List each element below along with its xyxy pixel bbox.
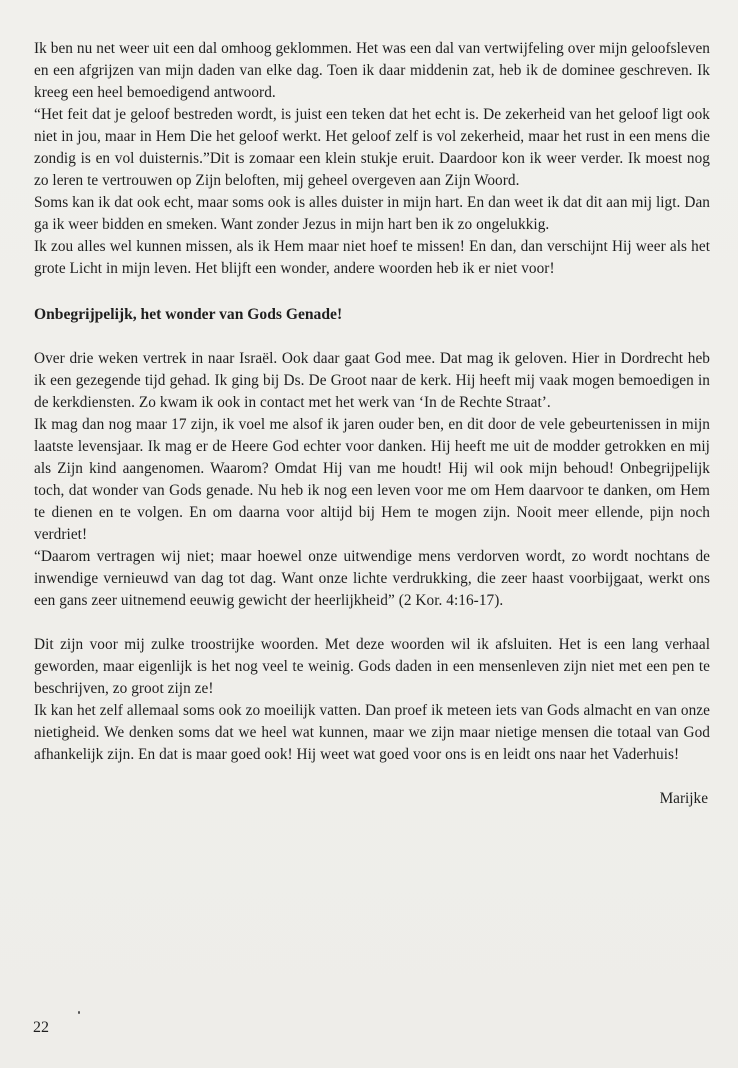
paragraph: Ik zou alles wel kunnen missen, als ik Hem maar niet hoef te missen! En dan, dan verschijnt Hij weer als het grote Licht in mijn leven. Het blijft een wonder, andere woorden heb ik er niet voor! [34, 238, 710, 277]
paragraph: Over drie weken vertrek in naar Israël. Ook daar gaat God mee. Dat mag ik geloven. Hier in Dordrecht heb ik een gezegende tijd gehad. Ik ging bij Ds. De Groot naar de kerk. Hij heeft mij vaak mogen bemoedigen in de kerkdiensten. Zo kwam ik ook in contact met het werk van ‘In de Rechte Straat’. [34, 350, 710, 411]
paragraph: Ik ben nu net weer uit een dal omhoog geklommen. Het was een dal van vertwijfeling over mijn geloofsleven en een afgrijzen van mijn daden van elke dag. Toen ik daar middenin zat, heb ik de dominee geschreven. Ik kreeg een heel bemoedigend antwoord. [34, 40, 710, 101]
paragraph: “Daarom vertragen wij niet; maar hoewel onze uitwendige mens verdorven wordt, zo wordt nochtans de inwendige vernieuwd van dag tot dag. Want onze lichte verdrukking, die zeer haast voorbijgaat, werkt ons een gans zeer uitnemend eeuwig gewicht der heerlijkheid” (2 Kor. 4:16-17). [34, 548, 710, 609]
paragraph: Ik mag dan nog maar 17 zijn, ik voel me alsof ik jaren ouder ben, en dit door de vele gebeurtenissen in mijn laatste levensjaar. Ik mag er de Heere God echter voor danken. Hij heeft me uit de modder getrokken en mij als Zijn kind aangenomen. Waarom? Omdat Hij van me houdt! Hij wil ook mijn behoud! Onbegrijpelijk toch, dat wonder van Gods genade. Nu heb ik nog een leven voor me om Hem daarvoor te danken, om Hem te dienen en te volgen. En om daarna voor altijd bij Hem te mogen zijn. Nooit meer ellende, pijn noch verdriet! [34, 416, 710, 543]
page-number: 22 [33, 1019, 49, 1036]
paragraph: “Het feit dat je geloof bestreden wordt, is juist een teken dat het echt is. De zekerheid van het geloof ligt ook niet in jou, maar in Hem Die het geloof werkt. Het geloof zelf is vol zekerheid, maar het rust in een mens die zondig is en vol duisternis.”Dit is zomaar een klein stukje eruit. Daardoor kon ik weer verder. Ik moest nog zo leren te vertrouwen op Zijn beloften, mij geheel overgeven aan Zijn Woord. [34, 106, 710, 189]
paragraph-gap [34, 612, 710, 634]
author-signature: Marijke [659, 790, 708, 807]
paragraph: Dit zijn voor mij zulke troostrijke woorden. Met deze woorden wil ik afsluiten. Het is een lang verhaal geworden, maar eigenlijk is het nog veel te weinig. Gods daden in een mensenleven zijn niet met een pen te beschrijven, zo groot zijn ze! [34, 636, 710, 697]
paragraph: Soms kan ik dat ook echt, maar soms ook is alles duister in mijn hart. En dan weet ik dat dit aan mij ligt. Dan ga ik weer bidden en smeken. Want zonder Jezus in mijn hart ben ik zo ongelukkig. [34, 194, 710, 233]
section-heading: Onbegrijpelijk, het wonder van Gods Genade! [34, 306, 343, 323]
article-body [34, 38, 710, 810]
print-speck [78, 1011, 80, 1014]
paragraph: Ik kan het zelf allemaal soms ook zo moeilijk vatten. Dan proef ik meteen iets van Gods almacht en van onze nietigheid. We denken soms dat we heel wat kunnen, maar we zijn maar nietige mensen die totaal van God afhankelijk zijn. En dat is maar goed ook! Hij weet wat goed voor ons is en leidt ons naar het Vaderhuis! [34, 702, 710, 763]
